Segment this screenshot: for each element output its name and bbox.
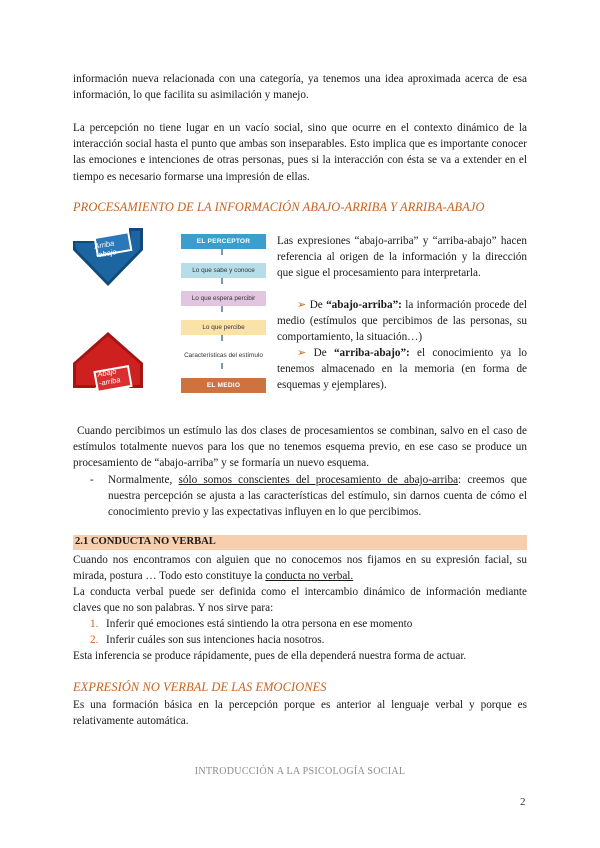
list-text: Inferir qué emociones está sintiendo la otra persona en ese momento <box>106 618 413 630</box>
paragraph-intro: información nueva relacionada con una categoría, ya tenemos una idea aproximada acerca de esa información, lo que facilita su asimilación y manejo. <box>73 73 527 102</box>
item2-text: el conocimiento ya lo tenemos almacenado en la memoria (en forma de esquemas y ejemplares). <box>277 347 528 392</box>
p4-underlined: conducta no verbal. <box>265 570 354 583</box>
processing-diagram <box>73 228 268 404</box>
page-footer: INTRODUCCIÓN A LA PSICOLOGÍA SOCIAL <box>194 766 406 777</box>
section-heading: 2.1 CONDUCTA NO VERBAL <box>75 536 216 547</box>
bar-perceived: Lo que percibe <box>181 320 266 335</box>
paragraph-combination: Cuando percibimos un estímulo las dos clases de procesamientos se combinan, salvo en el caso de estímulos totalmente nuevos para los que no tenemos esquema previo, en ese caso se produce un procesamiento de “abajo-arriba” y se formaría un nuevo esquema. <box>73 425 527 470</box>
connector <box>221 278 223 284</box>
paragraph-nonverbal <box>73 552 527 584</box>
page-number: 2 <box>520 796 526 808</box>
numbered-list <box>90 616 527 648</box>
p4-lead: Cuando nos encontramos con alguien que no conocemos nos fijamos en su expresión facial, su mirada, postura … Todo esto constituye la <box>73 554 527 583</box>
item2-term: “arriba-abajo”: <box>333 347 410 359</box>
paragraph-basic-formation: Es una formación básica en la percepción porque es anterior al lenguaje verbal y porque es relativamente automática. <box>73 699 527 728</box>
bar-knowledge: Lo que sabe y conoce <box>181 263 266 278</box>
connector <box>221 306 223 312</box>
list-item <box>90 616 527 632</box>
bar-stimulus: Características del estímulo <box>181 348 266 363</box>
bar-expectation: Lo que espera percibir <box>181 291 266 306</box>
expressions-item-top-down <box>277 345 527 394</box>
expressions-item-bottom-up <box>277 297 527 346</box>
bar-perceptor: EL PERCEPTOR <box>181 234 266 249</box>
dash-item-body <box>90 472 527 521</box>
list-item <box>90 632 527 648</box>
paragraph-inference: Esta inferencia se produce rápidamente, pues de ella dependerá nuestra forma de actuar. <box>73 650 467 662</box>
dash-lead: Normalmente, <box>108 474 179 486</box>
paragraph-definition: La conducta verbal puede ser definida como el intercambio dinámico de información mediante claves que no son palabras. Y nos sirve para: <box>73 586 527 615</box>
connector <box>221 363 223 369</box>
item1-text: la información procede del medio (estímulos que percibimos de las personas, su comportamiento, la situación…) <box>277 299 528 344</box>
dash-list-item <box>90 472 527 521</box>
list-text: Inferir cuáles son sus intenciones hacia nosotros. <box>106 634 325 647</box>
arrow-bottom-label <box>97 366 121 387</box>
arrow-bottom-text: Abajo -arriba <box>96 366 122 388</box>
item2-prefix: De <box>313 347 327 359</box>
heading-nonverbal-emotions: EXPRESIÓN NO VERBAL DE LAS EMOCIONES <box>73 680 327 694</box>
item1-prefix: De <box>309 299 323 311</box>
connector <box>221 335 223 341</box>
bullet-icon: ➢ <box>297 299 307 311</box>
list-number: 1. <box>90 618 99 630</box>
paragraph-social-context: La percepción no tiene lugar en un vacío social, sino que ocurre en el contexto dinámico de la interacción social hasta el punto que ambas son inseparables. Esto implica que es importante conocer las emociones e intenciones de otras personas, pues si la interacción con ésta se va a extender en el tiempo es necesario formarse una impresión de ellas. <box>73 122 527 183</box>
dash-rest: : creemos que nuestra percepción se ajusta a las características del estímulo, sin darnos cuenta de cómo el conocimiento previo y las expectativas influyen en lo que percibimos. <box>108 474 527 519</box>
bar-environment: EL MEDIO <box>181 378 266 393</box>
dash-marker: - <box>90 474 94 486</box>
section-heading-bar <box>73 535 527 550</box>
arrow-top-label <box>94 238 118 259</box>
heading-processing: PROCESAMIENTO DE LA INFORMACIÓN ABAJO-ARRIBA Y ARRIBA-ABAJO <box>73 200 485 214</box>
connector <box>221 249 223 255</box>
list-number: 2. <box>90 634 99 647</box>
bullet-icon: ➢ <box>297 347 307 359</box>
item1-term: “abajo-arriba”: <box>326 299 402 311</box>
expressions-intro: Las expresiones “abajo-arriba” y “arriba-abajo” hacen referencia al origen de la información y la dirección que sigue el procesamiento para interpretarla. <box>277 235 527 280</box>
dash-underlined: sólo somos conscientes del procesamiento de abajo-arriba <box>178 474 459 486</box>
arrow-top-text: Arriba -abajo <box>93 238 118 260</box>
